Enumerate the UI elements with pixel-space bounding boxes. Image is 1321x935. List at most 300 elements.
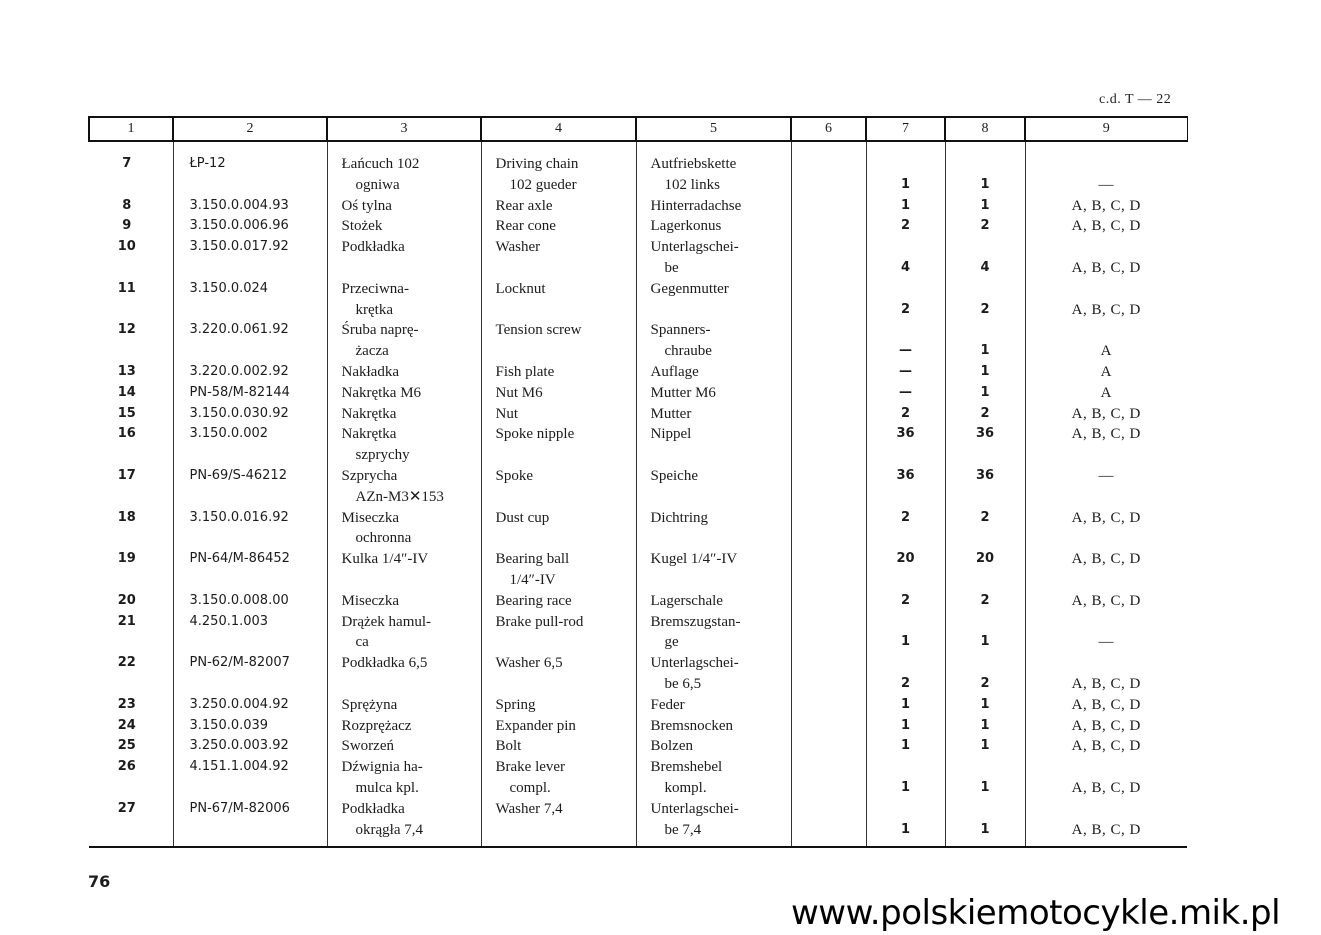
column-6-cell [791, 612, 866, 654]
name-polish-line: krętka [355, 301, 393, 318]
name-german-line: Nippel [650, 426, 692, 443]
name-english [481, 362, 636, 383]
name-german [636, 799, 791, 848]
table-row [89, 279, 1187, 321]
versions: A, B, C, D [1025, 216, 1187, 237]
name-polish-line: Przeciwna- [341, 280, 409, 297]
name-german-line: be 7,4 [664, 821, 702, 838]
item-number: 15 [117, 405, 136, 421]
name-polish-line: okrągła 7,4 [355, 821, 423, 838]
name-german [636, 216, 791, 237]
item-number: 17 [117, 467, 136, 483]
name-german-line: be [664, 259, 679, 276]
name-german-line: Gegenmutter [650, 280, 729, 297]
name-german [636, 716, 791, 737]
quantity-col-7: 2 [866, 591, 945, 612]
name-german [636, 757, 791, 799]
part-code: 3.150.0.006.96 [173, 216, 327, 237]
name-german [636, 508, 791, 550]
name-german [636, 237, 791, 279]
name-english [481, 716, 636, 737]
column-6-cell [791, 196, 866, 217]
part-code: 3.150.0.004.93 [173, 196, 327, 217]
table-row [89, 549, 1187, 591]
name-german-line: Unterlagschei- [650, 655, 739, 672]
part-code: 3.220.0.002.92 [173, 362, 327, 383]
versions: — [1025, 612, 1187, 654]
quantity-col-8: 1 [945, 799, 1025, 848]
name-polish-line: ochronna [355, 530, 412, 547]
part-code: 4.250.1.003 [173, 612, 327, 654]
name-german-line: be 6,5 [664, 675, 702, 692]
part-code: 3.150.0.008.00 [173, 591, 327, 612]
name-english-line: Rear axle [495, 197, 553, 214]
column-6-cell [791, 383, 866, 404]
name-english [481, 653, 636, 695]
column-6-cell [791, 799, 866, 848]
quantity-col-7: 2 [866, 653, 945, 695]
name-german-line: Unterlagschei- [650, 800, 739, 817]
part-code: 3.250.0.004.92 [173, 695, 327, 716]
name-english-line: Bearing ball [495, 551, 570, 568]
name-english [481, 320, 636, 362]
table-row [89, 216, 1187, 237]
name-german [636, 196, 791, 217]
item-number: 26 [117, 759, 136, 775]
name-polish-line: żacza [355, 343, 389, 360]
part-code: PN-67/M-82006 [173, 799, 327, 848]
item-number: 8 [122, 197, 132, 213]
column-6-cell [791, 508, 866, 550]
name-english-line: Spring [495, 696, 536, 713]
column-6-cell [791, 757, 866, 799]
versions: A, B, C, D [1025, 549, 1187, 591]
versions: A, B, C, D [1025, 799, 1187, 848]
name-german-line: Mutter M6 [650, 384, 716, 401]
name-german-line: Dichtring [650, 509, 708, 526]
spacer-row [89, 141, 1187, 154]
name-english [481, 154, 636, 196]
part-code: PN-58/M-82144 [173, 383, 327, 404]
table-continuation-label: c.d. T — 22 [1099, 92, 1172, 107]
name-polish [327, 216, 481, 237]
name-english [481, 279, 636, 321]
name-english-line: Driving chain [495, 156, 579, 172]
name-polish-line: Rozprężacz [341, 717, 412, 734]
quantity-col-7: 1 [866, 612, 945, 654]
name-english [481, 612, 636, 654]
column-6-cell [791, 424, 866, 466]
quantity-col-8: 2 [945, 279, 1025, 321]
quantity-col-8: 1 [945, 196, 1025, 217]
name-polish-line: AZn-M3✕153 [355, 488, 444, 505]
table-row [89, 508, 1187, 550]
item-number: 22 [117, 655, 136, 671]
quantity-col-7: 20 [866, 549, 945, 591]
item-number: 14 [117, 384, 136, 400]
name-english [481, 404, 636, 425]
versions: A [1025, 383, 1187, 404]
quantity-col-8: 1 [945, 320, 1025, 362]
name-polish [327, 736, 481, 757]
name-english-line: Fish plate [495, 363, 555, 380]
column-6-cell [791, 404, 866, 425]
column-6-cell [791, 279, 866, 321]
part-code: 3.150.0.017.92 [173, 237, 327, 279]
name-german-line: Feder [650, 696, 685, 713]
column-header-3: 3 [327, 117, 481, 141]
quantity-col-8: 2 [945, 591, 1025, 612]
name-german [636, 383, 791, 404]
name-polish-line: Kulka 1/4″-IV [341, 551, 429, 568]
name-english [481, 196, 636, 217]
quantity-col-7: 1 [866, 736, 945, 757]
name-polish [327, 466, 481, 508]
item-number: 11 [117, 280, 136, 296]
name-polish [327, 591, 481, 612]
versions: A, B, C, D [1025, 591, 1187, 612]
part-code: PN-64/M-86452 [173, 549, 327, 591]
part-code: ŁP-12 [173, 154, 327, 196]
name-english-line: Spoke nipple [495, 426, 575, 443]
name-german [636, 612, 791, 654]
column-6-cell [791, 695, 866, 716]
quantity-col-8: 20 [945, 549, 1025, 591]
name-polish [327, 612, 481, 654]
name-polish-line: Nakrętka M6 [341, 384, 422, 401]
item-number: 10 [117, 239, 136, 255]
name-polish [327, 424, 481, 466]
quantity-col-7: 2 [866, 279, 945, 321]
name-english [481, 549, 636, 591]
versions: A, B, C, D [1025, 196, 1187, 217]
parts-table [88, 116, 1188, 848]
versions: A, B, C, D [1025, 757, 1187, 799]
table-row [89, 799, 1187, 848]
name-german-line: Unterlagschei- [650, 239, 739, 256]
name-polish [327, 549, 481, 591]
name-english [481, 424, 636, 466]
name-english-line: Brake lever [495, 759, 566, 776]
name-english-line: Tension screw [495, 322, 582, 339]
name-german-line: Hinterradachse [650, 197, 742, 214]
name-polish-line: Podkładka [341, 239, 405, 256]
name-polish-line: Oś tylna [341, 197, 392, 214]
table-row [89, 383, 1187, 404]
name-english-line: Bearing race [495, 592, 572, 609]
name-german [636, 653, 791, 695]
name-polish-line: Sworzeń [341, 738, 394, 755]
table-row [89, 653, 1187, 695]
table-row [89, 237, 1187, 279]
name-polish-line: Szprycha [341, 467, 398, 484]
name-polish [327, 362, 481, 383]
name-polish [327, 799, 481, 848]
item-number: 20 [117, 592, 136, 608]
part-code: 3.250.0.003.92 [173, 736, 327, 757]
quantity-col-7: — [866, 320, 945, 362]
name-english-line: Washer [495, 239, 541, 256]
item-number: 12 [117, 322, 136, 338]
table-row [89, 591, 1187, 612]
quantity-col-7: 1 [866, 757, 945, 799]
quantity-col-8: 1 [945, 757, 1025, 799]
column-6-cell [791, 362, 866, 383]
name-polish [327, 237, 481, 279]
name-german-line: Bremsnocken [650, 717, 733, 734]
name-polish-line: szprychy [355, 447, 410, 464]
name-german-line: ge [664, 634, 679, 651]
column-6-cell [791, 591, 866, 612]
table-row [89, 716, 1187, 737]
item-number: 13 [117, 363, 136, 379]
quantity-col-8: 1 [945, 736, 1025, 757]
quantity-col-7: 1 [866, 799, 945, 848]
quantity-col-7: — [866, 362, 945, 383]
name-english-line: Spoke [495, 467, 533, 484]
name-german [636, 404, 791, 425]
name-german-line: Auflage [650, 363, 699, 380]
name-english [481, 237, 636, 279]
name-polish-line: Miseczka [341, 509, 399, 526]
name-english-line: Dust cup [495, 509, 550, 526]
column-header-1: 1 [89, 117, 173, 141]
name-english [481, 383, 636, 404]
item-number: 23 [117, 696, 136, 712]
name-polish-line: ogniwa [355, 176, 400, 193]
part-code: 3.150.0.002 [173, 424, 327, 466]
column-header-2: 2 [173, 117, 327, 141]
part-code: 3.220.0.061.92 [173, 320, 327, 362]
column-6-cell [791, 549, 866, 591]
name-german-line: Bremshebel [650, 759, 723, 776]
name-polish-line: Stożek [341, 218, 383, 235]
name-polish-line: Łańcuch 102 [341, 156, 420, 172]
header-row [89, 117, 1187, 141]
table-row [89, 757, 1187, 799]
name-german-line: kompl. [664, 779, 707, 796]
name-english-line: Locknut [495, 280, 546, 297]
part-code: PN-69/S-46212 [173, 466, 327, 508]
quantity-col-8: 2 [945, 653, 1025, 695]
column-header-4: 4 [481, 117, 636, 141]
quantity-col-7: 2 [866, 508, 945, 550]
quantity-col-8: 36 [945, 466, 1025, 508]
table-row [89, 404, 1187, 425]
name-german [636, 695, 791, 716]
part-code: 3.150.0.016.92 [173, 508, 327, 550]
table-row [89, 612, 1187, 654]
versions: A [1025, 362, 1187, 383]
versions: A, B, C, D [1025, 736, 1187, 757]
website-watermark: www.polskiemotocykle.mik.pl [791, 893, 1281, 933]
name-polish-line: Nakładka [341, 363, 399, 380]
quantity-col-7: 2 [866, 404, 945, 425]
quantity-col-7: 1 [866, 716, 945, 737]
column-6-cell [791, 320, 866, 362]
name-english [481, 736, 636, 757]
name-polish [327, 653, 481, 695]
name-polish-line: Dźwignia ha- [341, 759, 423, 776]
quantity-col-7: 36 [866, 424, 945, 466]
name-polish [327, 757, 481, 799]
item-number: 24 [117, 717, 136, 733]
name-polish [327, 279, 481, 321]
name-polish-line: Podkładka 6,5 [341, 655, 428, 672]
name-english-line: Bolt [495, 738, 522, 755]
name-polish [327, 508, 481, 550]
name-german-line: chraube [664, 343, 712, 360]
column-header-7: 7 [866, 117, 945, 141]
name-english-line: Washer 6,5 [495, 655, 563, 672]
name-german [636, 362, 791, 383]
name-german-line: Bremszugstan- [650, 613, 741, 630]
name-polish-line: mulca kpl. [355, 779, 419, 796]
item-number: 7 [122, 156, 132, 171]
name-german [636, 279, 791, 321]
column-6-cell [791, 154, 866, 196]
name-polish-line: ca [355, 634, 369, 651]
name-german [636, 466, 791, 508]
name-english-line: Expander pin [495, 717, 576, 734]
name-german-line: Lagerschale [650, 592, 723, 609]
table-row [89, 362, 1187, 383]
table-row [89, 695, 1187, 716]
name-german [636, 736, 791, 757]
table-row [89, 466, 1187, 508]
versions: A, B, C, D [1025, 424, 1187, 466]
name-polish [327, 154, 481, 196]
name-german-line: Bolzen [650, 738, 693, 755]
name-german-line: Lagerkonus [650, 218, 722, 235]
quantity-col-7: 36 [866, 466, 945, 508]
quantity-col-7: 4 [866, 237, 945, 279]
versions: A, B, C, D [1025, 279, 1187, 321]
name-polish [327, 320, 481, 362]
table-row [89, 196, 1187, 217]
parts-table-wrapper [88, 116, 1186, 848]
versions: A, B, C, D [1025, 404, 1187, 425]
column-6-cell [791, 466, 866, 508]
name-english [481, 591, 636, 612]
quantity-col-8: 2 [945, 404, 1025, 425]
name-german-line: Autfriebskette [650, 156, 737, 172]
name-german [636, 154, 791, 196]
quantity-col-7: 1 [866, 196, 945, 217]
quantity-col-8: 1 [945, 695, 1025, 716]
name-english-line: 1/4″-IV [509, 571, 556, 588]
name-german-line: 102 links [664, 176, 720, 193]
name-english-line: Brake pull-rod [495, 613, 584, 630]
name-english-line: compl. [509, 779, 551, 796]
table-row [89, 736, 1187, 757]
part-code: 3.150.0.039 [173, 716, 327, 737]
name-german-line: Spanners- [650, 322, 711, 339]
part-code: PN-62/M-82007 [173, 653, 327, 695]
name-polish-line: Miseczka [341, 592, 399, 609]
name-english [481, 695, 636, 716]
name-polish [327, 716, 481, 737]
versions: A, B, C, D [1025, 653, 1187, 695]
name-english [481, 466, 636, 508]
name-polish-line: Podkładka [341, 800, 405, 817]
name-english [481, 508, 636, 550]
quantity-col-8: 1 [945, 716, 1025, 737]
column-6-cell [791, 736, 866, 757]
name-english-line: Washer 7,4 [495, 800, 563, 817]
quantity-col-8: 4 [945, 237, 1025, 279]
name-german-line: Speiche [650, 467, 698, 484]
versions: — [1025, 154, 1187, 196]
item-number: 16 [117, 426, 136, 442]
table-body [89, 141, 1187, 847]
name-polish [327, 383, 481, 404]
item-number: 9 [122, 218, 132, 234]
part-code: 3.150.0.030.92 [173, 404, 327, 425]
table-row [89, 154, 1187, 196]
column-header-8: 8 [945, 117, 1025, 141]
name-german-line: Kugel 1/4″-IV [650, 551, 738, 568]
item-number: 21 [117, 613, 136, 629]
name-german [636, 320, 791, 362]
versions: A, B, C, D [1025, 716, 1187, 737]
name-english-line: Nut [495, 405, 518, 422]
name-polish [327, 695, 481, 716]
quantity-col-8: 2 [945, 508, 1025, 550]
part-code: 3.150.0.024 [173, 279, 327, 321]
versions: A, B, C, D [1025, 237, 1187, 279]
quantity-col-8: 1 [945, 383, 1025, 404]
quantity-col-7: 1 [866, 695, 945, 716]
name-german [636, 424, 791, 466]
name-english [481, 216, 636, 237]
item-number: 25 [117, 738, 136, 754]
quantity-col-8: 2 [945, 216, 1025, 237]
name-polish-line: Śruba naprę- [341, 322, 419, 339]
column-6-cell [791, 716, 866, 737]
item-number: 18 [117, 509, 136, 525]
name-polish-line: Sprężyna [341, 696, 398, 713]
name-polish [327, 196, 481, 217]
name-german [636, 549, 791, 591]
versions: — [1025, 466, 1187, 508]
column-header-9: 9 [1025, 117, 1187, 141]
quantity-col-8: 1 [945, 362, 1025, 383]
name-english-line: Nut M6 [495, 384, 543, 401]
name-english [481, 757, 636, 799]
name-english [481, 799, 636, 848]
quantity-col-7: 1 [866, 154, 945, 196]
name-polish-line: Drążek hamul- [341, 613, 432, 630]
quantity-col-7: — [866, 383, 945, 404]
column-6-cell [791, 237, 866, 279]
column-header-5: 5 [636, 117, 791, 141]
versions: A [1025, 320, 1187, 362]
versions: A, B, C, D [1025, 508, 1187, 550]
versions: A, B, C, D [1025, 695, 1187, 716]
name-polish-line: Nakrętka [341, 405, 397, 422]
column-6-cell [791, 653, 866, 695]
name-english-line: 102 gueder [509, 176, 577, 193]
quantity-col-8: 36 [945, 424, 1025, 466]
page-number: 76 [88, 872, 111, 891]
name-polish-line: Nakrętka [341, 426, 397, 443]
table-row [89, 424, 1187, 466]
name-german [636, 591, 791, 612]
column-header-6: 6 [791, 117, 866, 141]
name-english-line: Rear cone [495, 218, 556, 235]
item-number: 19 [117, 551, 136, 567]
